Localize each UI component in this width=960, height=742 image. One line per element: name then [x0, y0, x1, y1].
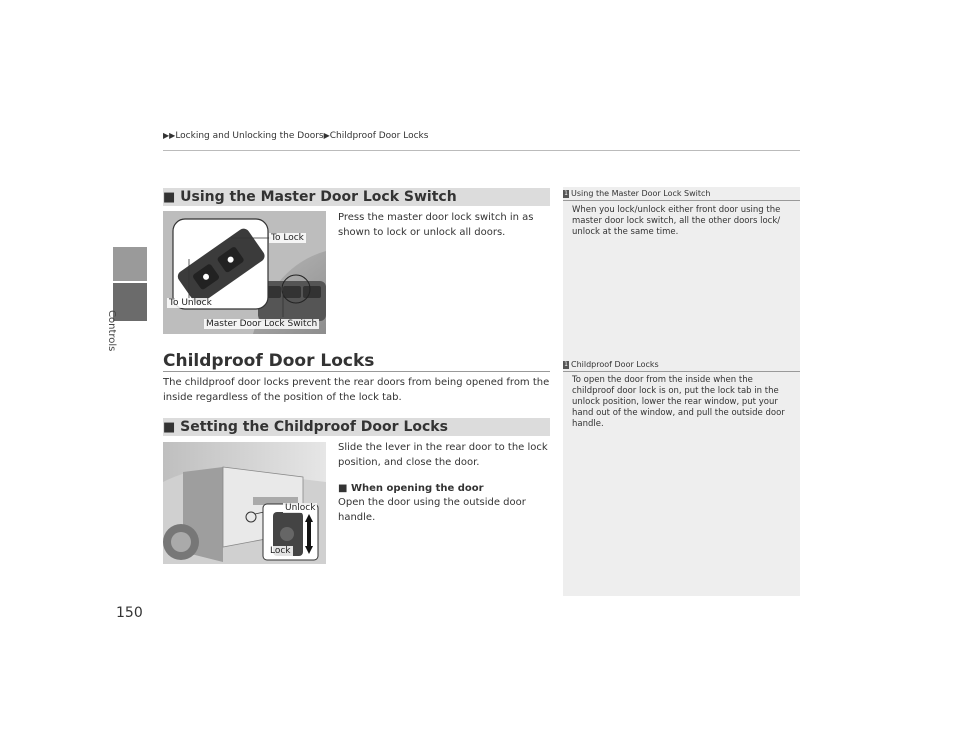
callout-unlock: Unlock	[285, 503, 316, 513]
note-divider	[563, 371, 800, 372]
section-heading-setting-locks: ■ Setting the Childproof Door Locks	[163, 418, 550, 436]
note-number-icon: 1	[564, 189, 568, 197]
side-tab-label: Controls	[106, 310, 117, 352]
callout-to-unlock: To Unlock	[169, 298, 212, 308]
breadcrumb-current: Childproof Door Locks	[329, 131, 429, 141]
callout-lock: Lock	[270, 546, 291, 556]
side-tab-accent	[113, 247, 147, 281]
breadcrumb-arrow-icon: ▶	[323, 131, 330, 140]
note-number-icon: 1	[564, 360, 568, 368]
subheading-when-opening: ■ When opening the door	[338, 483, 484, 494]
master-switch-photo	[163, 211, 326, 334]
section-heading-master-switch: ■ Using the Master Door Lock Switch	[163, 188, 550, 206]
callout-to-lock: To Lock	[271, 233, 304, 243]
note-body-childproof: To open the door from the inside when the childproof door lock is on, put the lock tab in the unlock position, lower the rear window, put your hand out of the window, and pull the outside door handle.	[572, 375, 785, 429]
note-body-master-switch: When you lock/unlock either front door using the master door lock switch, all the other doors lock/ unlock at the same time.	[572, 205, 781, 237]
header-divider	[163, 150, 800, 151]
square-bullet-icon: ■	[338, 483, 348, 494]
opening-instructions: Open the door using the outside door handle.	[338, 497, 526, 523]
side-tab[interactable]	[113, 283, 147, 321]
callout-master-switch: Master Door Lock Switch	[206, 319, 318, 329]
page-title: Childproof Door Locks	[163, 351, 375, 371]
breadcrumb-link-doors[interactable]: Locking and Unlocking the Doors	[175, 131, 324, 141]
breadcrumb-arrow-icon: ▶▶	[163, 131, 176, 140]
intro-paragraph: The childproof door locks prevent the rear doors from being opened from the inside regardless of the position of the lock tab.	[163, 377, 550, 403]
breadcrumb	[163, 131, 428, 141]
title-underline	[163, 371, 550, 372]
square-bullet-icon: ■	[163, 190, 176, 205]
page-number: 150	[116, 605, 143, 621]
square-bullet-icon: ■	[163, 420, 176, 435]
note-title-childproof: 1 Childproof Door Locks	[564, 360, 659, 369]
setting-instructions: Slide the lever in the rear door to the lock position, and close the door.	[338, 442, 548, 468]
note-title-master-switch: 1 Using the Master Door Lock Switch	[564, 189, 711, 198]
note-divider	[563, 200, 800, 201]
master-switch-instructions: Press the master door lock switch in as shown to lock or unlock all doors.	[338, 212, 534, 238]
